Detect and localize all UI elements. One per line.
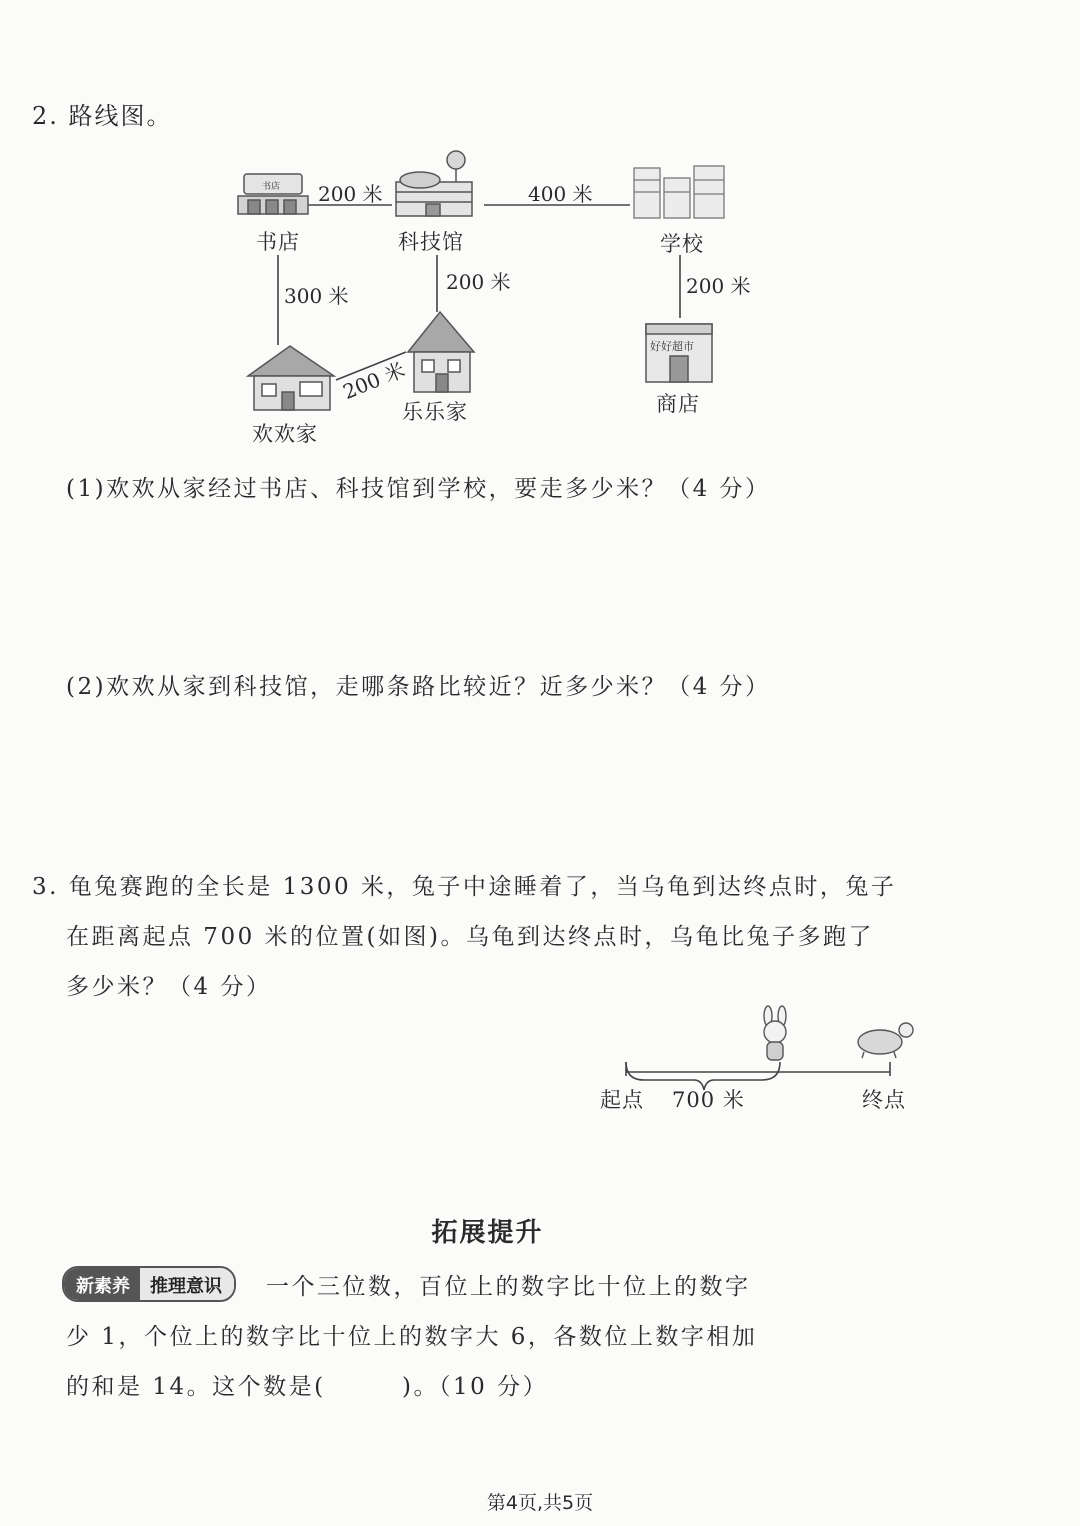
skill-badge — [62, 1266, 236, 1302]
badge-new-literacy: 新素养 — [64, 1268, 140, 1300]
science-museum-icon — [396, 151, 472, 216]
page-footer: 第4页,共5页 — [486, 1492, 594, 1514]
school-icon — [634, 166, 724, 218]
bookstore-sign: 书店 — [262, 182, 281, 192]
race-end-label: 终点 — [862, 1088, 906, 1112]
label-shop: 商店 — [656, 392, 700, 416]
shop-icon — [646, 324, 712, 382]
section-title: 拓展提升 — [431, 1218, 544, 1248]
bookstore-icon — [238, 174, 308, 214]
label-huanhuan-home: 欢欢家 — [252, 422, 318, 446]
question-2-part-2: (2)欢欢从家到科技馆，走哪条路比较近？近多少米？（4 分） — [66, 674, 771, 700]
badge-reasoning: 推理意识 — [140, 1268, 234, 1300]
distance-bookstore-huanhuan: 300 米 — [284, 284, 349, 308]
turtle-icon — [858, 1023, 913, 1058]
shop-sign: 好好超市 — [650, 340, 694, 353]
distance-school-shop: 200 米 — [686, 274, 751, 298]
question-3-line-2: 在距离起点 700 米的位置(如图)。乌龟到达终点时，乌龟比兔子多跑了 — [66, 924, 874, 950]
question-3-line-1: 3. 龟兔赛跑的全长是 1300 米，兔子中途睡着了，当乌龟到达终点时，兔子 — [32, 874, 897, 900]
distance-huanhuan-lele: 200 米 — [339, 357, 409, 404]
distance-sci-school: 400 米 — [528, 182, 593, 206]
race-line — [626, 1062, 890, 1090]
lele-home-icon — [408, 312, 474, 392]
extension-line-2: 少 1，个位上的数字比十位上的数字大 6，各数位上数字相加 — [66, 1324, 758, 1350]
question-2-part-1: (1)欢欢从家经过书店、科技馆到学校，要走多少米？（4 分） — [66, 476, 771, 502]
extension-line-1: 一个三位数，百位上的数字比十位上的数字 — [266, 1274, 751, 1300]
distance-sci-lele: 200 米 — [446, 270, 511, 294]
extension-line-3: 的和是 14。这个数是( )。（10 分） — [66, 1374, 549, 1400]
label-school: 学校 — [660, 232, 704, 256]
question-3-line-3: 多少米？（4 分） — [66, 974, 272, 1000]
label-lele-home: 乐乐家 — [402, 400, 468, 424]
question-2-heading: 2. 路线图。 — [32, 102, 173, 130]
huanhuan-home-icon — [248, 346, 334, 410]
label-science-museum: 科技馆 — [398, 230, 464, 254]
distance-bookstore-sci: 200 米 — [318, 182, 383, 206]
race-start-label: 起点 — [600, 1088, 644, 1112]
label-bookstore: 书店 — [256, 230, 300, 254]
rabbit-icon — [764, 1006, 786, 1060]
race-distance-label: 700 米 — [672, 1088, 745, 1112]
